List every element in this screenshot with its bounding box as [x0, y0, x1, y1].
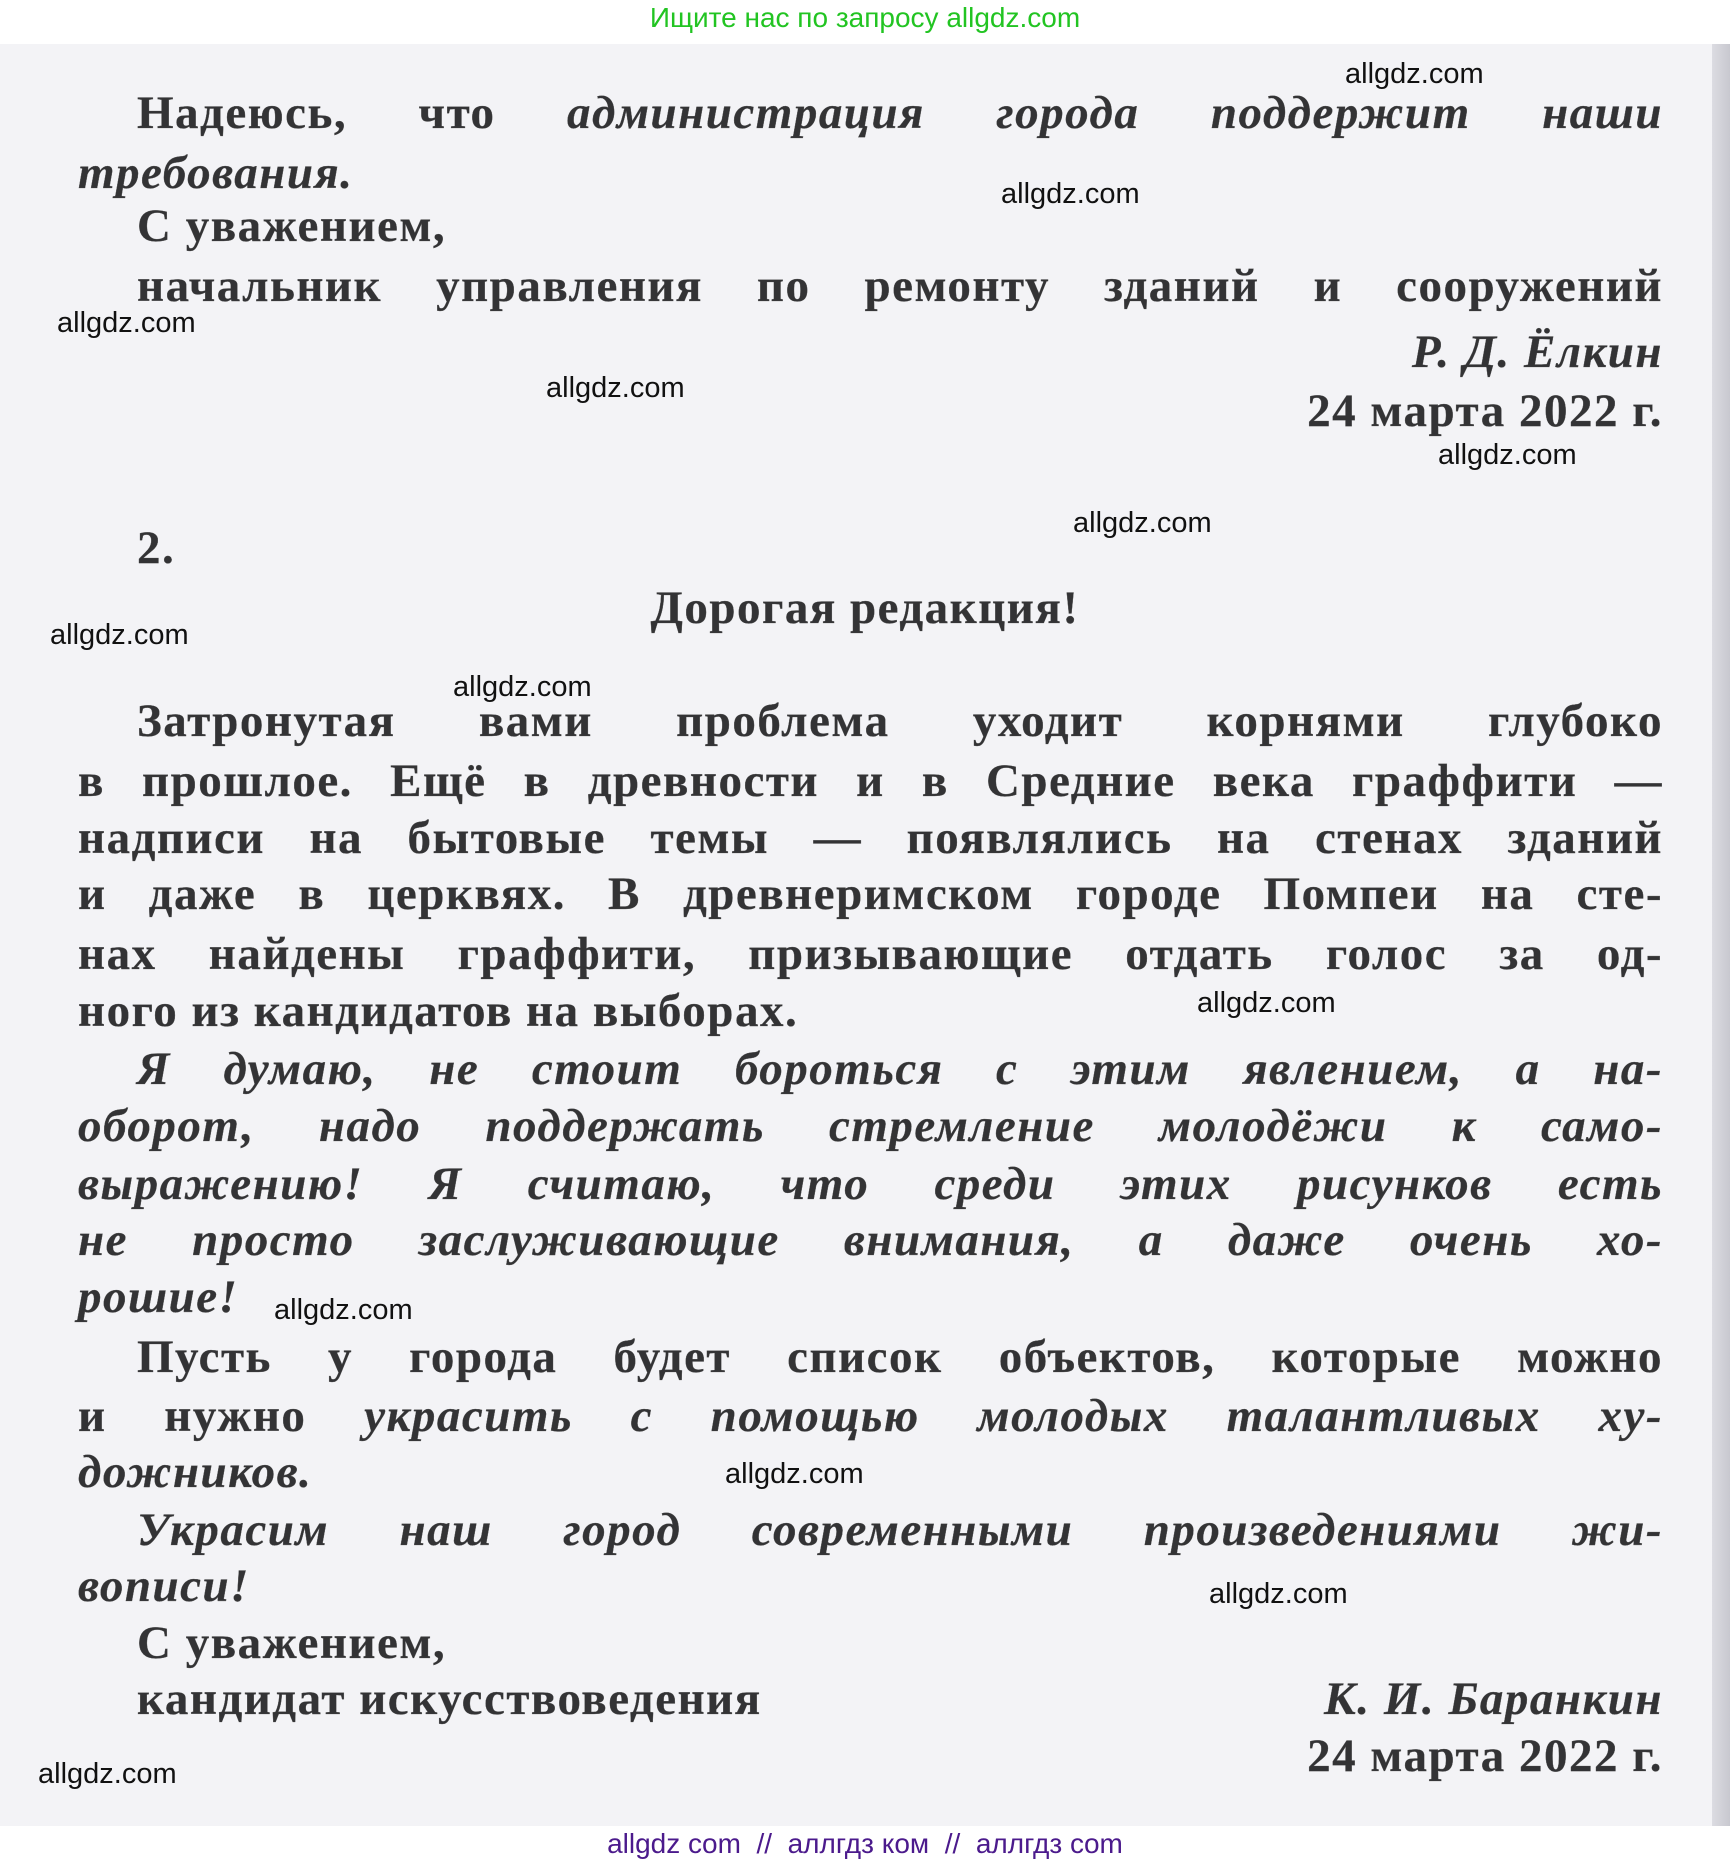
letter2-date: 24 марта 2022 г. — [1307, 1730, 1663, 1782]
text-regular: Надеюсь, что — [137, 87, 568, 139]
letter1-line1 — [137, 85, 1663, 141]
footer-banner: allgdz com // аллгдз ком // аллгдз com — [607, 1828, 1123, 1859]
letter1-closing: С уважением, — [137, 200, 447, 252]
text-italic: администрация города поддержит наши — [567, 87, 1663, 139]
letter2-number: 2. — [137, 522, 176, 574]
watermark: allgdz.com — [50, 619, 189, 651]
para2-line: рошие! — [78, 1271, 239, 1323]
letter1-position: начальник управления по ремонту зданий и сооружений — [137, 260, 1663, 312]
watermark: allgdz.com — [57, 307, 196, 339]
watermark: allgdz.com — [274, 1294, 413, 1326]
letter2-signature: К. И. Баранкин — [1324, 1673, 1663, 1725]
letter1-line2: требования. — [78, 147, 354, 199]
watermark: allgdz.com — [38, 1758, 177, 1790]
para1-line: нах найдены граффити, призывающие отдать голос за од- — [78, 928, 1663, 980]
watermark: allgdz.com — [1197, 987, 1336, 1019]
watermark: allgdz.com — [546, 372, 685, 404]
page-edge — [1712, 44, 1730, 1826]
watermark: allgdz.com — [1345, 58, 1484, 90]
para1-line: надписи на бытовые темы — появлялись на стенах зданий — [78, 812, 1663, 864]
para2-line: не просто заслуживающие внимания, а даже очень хо- — [78, 1214, 1663, 1266]
para2-line: Я думаю, не стоит бороться с этим явлением, а на- — [137, 1043, 1663, 1095]
letter2-closing: С уважением, — [137, 1617, 447, 1669]
para3-line: Пусть у города будет список объектов, которые можно — [137, 1331, 1663, 1383]
letter1-date: 24 марта 2022 г. — [1307, 385, 1663, 437]
watermark: allgdz.com — [1209, 1578, 1348, 1610]
para1-line: и даже в церквях. В древнеримском городе Помпеи на сте- — [78, 868, 1663, 920]
para2-line: оборот, надо поддержать стремление молодёжи к само- — [78, 1100, 1663, 1152]
para1-line: Затронутая вами проблема уходит корнями глубоко — [137, 695, 1663, 747]
para1-line: ного из кандидатов на выборах. — [78, 985, 799, 1037]
watermark: allgdz.com — [1001, 178, 1140, 210]
letter2-salutation: Дорогая редакция! — [650, 582, 1080, 634]
watermark: allgdz.com — [1438, 439, 1577, 471]
watermark: allgdz.com — [725, 1458, 864, 1490]
header-banner: Ищите нас по запросу allgdz.com — [649, 2, 1081, 33]
letter1-signature: Р. Д. Ёлкин — [1411, 326, 1663, 378]
letter2-position: кандидат искусствоведения — [137, 1673, 762, 1725]
para2-line: выражению! Я считаю, что среди этих рисунков есть — [78, 1158, 1663, 1210]
para3-line: дожников. — [78, 1446, 313, 1498]
text-regular: и нужно — [78, 1390, 365, 1442]
para4-line: Украсим наш город современными произведениями жи- — [137, 1504, 1663, 1556]
watermark: allgdz.com — [453, 671, 592, 703]
para1-line: в прошлое. Ещё в древности и в Средние века граффити — — [78, 755, 1663, 807]
text-italic: украсить с помощью молодых талантливых ху- — [364, 1390, 1664, 1442]
watermark: allgdz.com — [1073, 507, 1212, 539]
para4-line: вописи! — [78, 1560, 250, 1612]
para3-line — [78, 1388, 1663, 1444]
